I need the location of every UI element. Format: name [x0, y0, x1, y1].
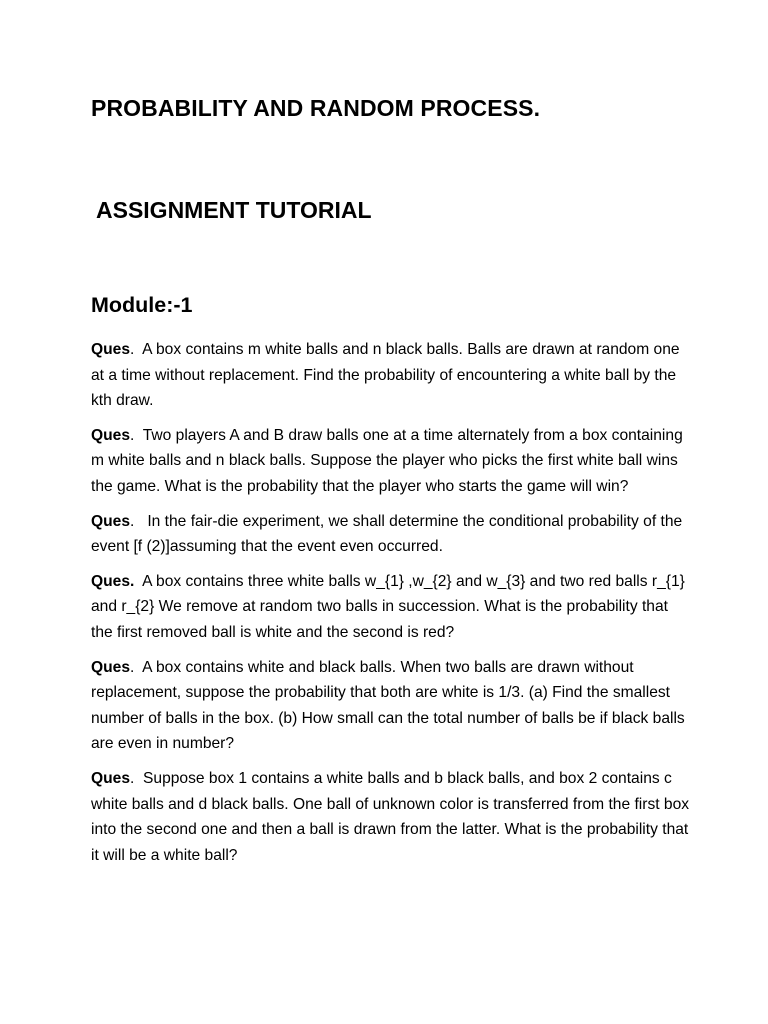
question-text: In the fair-die experiment, we shall determine the conditional probability of the event [f (2)]assuming that the event even occurred. [91, 512, 683, 556]
question-label: Ques. [91, 572, 135, 590]
question-item [91, 569, 691, 646]
question-label: Ques [91, 769, 130, 787]
question-item [91, 423, 691, 500]
question-label: Ques [91, 341, 130, 358]
question-text: A box contains white and black balls. When two balls are drawn without replacement, suppose the probability that both are white is 1/3. (a) Find the smallest number of balls in the box. (b) How small can the total number of balls be if black balls are even in number? [91, 658, 685, 753]
question-text: Two players A and B draw balls one at a time alternately from a box containing m white balls and n black balls. Suppose the player who picks the first white ball wins the game. What is the probability that the player who starts the game will win? [91, 426, 683, 495]
question-separator: . [130, 426, 143, 444]
question-text: A box contains three white balls w_{1} ,w_{2} and w_{3} and two red balls r_{1} and r_{2} We remove at random two balls in succession. What is the probability that the first removed ball is white and the second is red? [91, 572, 685, 641]
question-text: Suppose box 1 contains a white balls and b black balls, and box 2 contains c white balls and d black balls. One ball of unknown color is transferred from the first box into the second one and then a ball is drawn from the latter. What is the probability that it will be a white ball? [91, 769, 690, 864]
module-heading: Module:-1 [91, 293, 193, 317]
document-title: PROBABILITY AND RANDOM PROCESS. [91, 95, 541, 121]
question-separator: . [130, 769, 143, 787]
question-text: A box contains m white balls and n black balls. Balls are drawn at random one at a time without replacement. Find the probability of encountering a white ball by the kth draw. [91, 341, 680, 410]
question-item [91, 509, 691, 560]
question-item [91, 337, 691, 414]
question-separator [134, 573, 142, 590]
question-separator: . [130, 658, 143, 676]
question-label: Ques [91, 512, 130, 530]
question-item [91, 655, 691, 757]
question-label: Ques [91, 658, 130, 676]
document-subtitle: ASSIGNMENT TUTORIAL [96, 197, 372, 223]
question-list [91, 337, 691, 877]
question-label: Ques [91, 426, 130, 444]
question-item [91, 766, 691, 868]
question-separator: . [130, 341, 143, 358]
question-separator: . [130, 512, 148, 530]
